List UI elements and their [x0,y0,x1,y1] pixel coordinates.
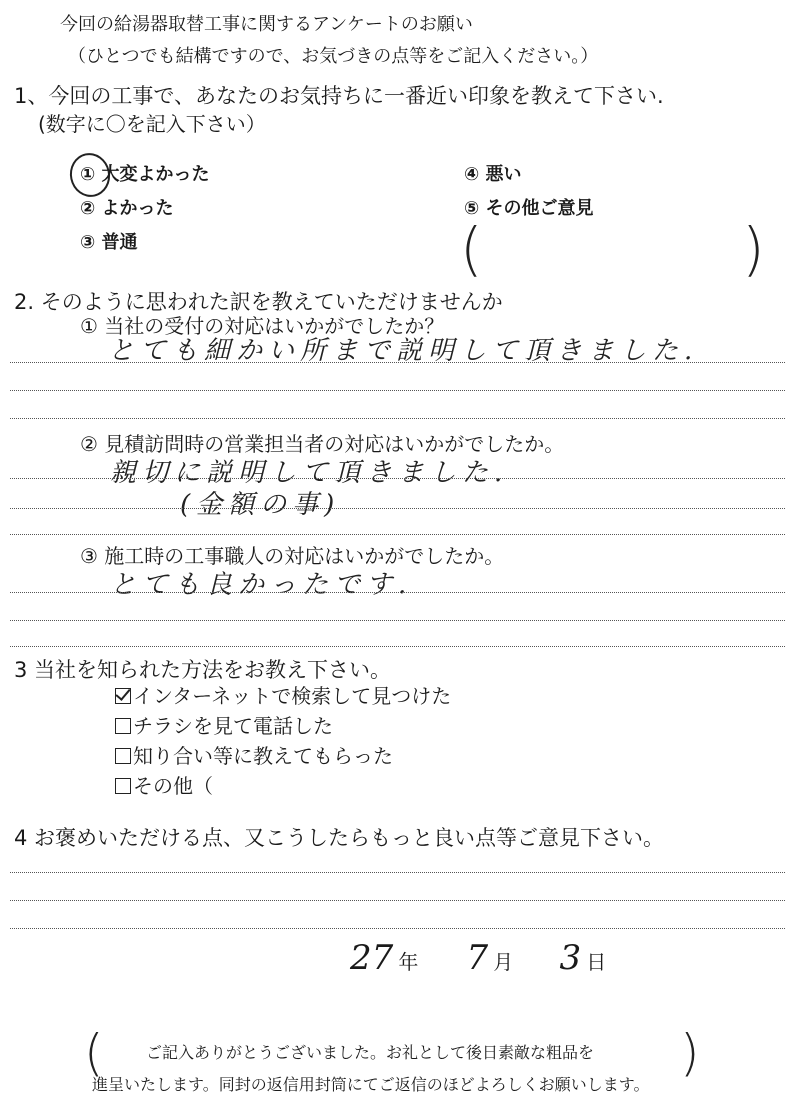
option-number: ② [80,198,96,219]
answer-line [10,900,785,901]
answer-line [10,478,785,479]
q2-sub3-answer[interactable]: とても良かったです. [110,570,413,600]
option-label: 悪い [485,164,522,185]
footer-bracket-right: ) [680,1024,700,1082]
answer-line [10,872,785,873]
checkbox-checked[interactable] [115,688,131,704]
date-day-value[interactable]: 3 [559,938,582,978]
form-subtitle: （ひとつでも結構ですので、お気づきの点等をご記入ください。） [68,46,599,67]
q1-option-3[interactable] [80,228,138,254]
q1-option-5[interactable] [464,194,594,220]
footer-thanks: ご記入ありがとうございました。お礼として後日素敵な粗品を [146,1043,595,1062]
response-date [350,938,606,978]
answer-line [10,620,785,621]
answer-line [10,418,785,419]
q1-question: 1、今回の工事で、あなたのお気持ちに一番近い印象を教えて下さい. [14,84,664,108]
answer-line [10,646,785,647]
option-label: よかった [101,198,174,219]
option-label: 知り合い等に教えてもらった [133,744,393,768]
option-number: ① [80,164,96,185]
date-year-unit: 年 [398,950,419,974]
q1-option-1[interactable] [80,160,210,186]
q1-option-2[interactable] [80,194,174,220]
q3-option-internet[interactable] [115,680,451,709]
date-month-unit: 月 [493,950,514,974]
answer-line [10,592,785,593]
answer-line [10,928,785,929]
option-label: その他ご意見 [485,198,594,219]
opinion-paren-close: ) [742,215,765,283]
q2-sub3-label: ③ 施工時の工事職人の対応はいかがでしたか。 [80,544,505,568]
q3-question: 3 当社を知られた方法をお教え下さい。 [14,658,392,682]
option-label: その他（ [133,774,213,798]
date-year-value[interactable]: 27 [350,938,394,978]
checkbox[interactable] [115,778,131,794]
q2-sub2-answer-note[interactable]: (金額の事) [180,490,341,520]
q2-sub2-label: ② 見積訪問時の営業担当者の対応はいかがでしたか。 [80,432,565,456]
answer-line [10,390,785,391]
option-label: チラシを見て電話した [133,714,333,738]
option-number: ④ [464,164,480,185]
date-day-unit: 日 [586,950,607,974]
checkbox[interactable] [115,718,131,734]
q3-option-other[interactable] [115,770,213,799]
footer-return-note: 進呈いたします。同封の返信用封筒にてご返信のほどよろしくお願いします。 [92,1075,650,1094]
footer-bracket-left: ( [84,1024,104,1082]
q2-question: 2. そのように思われた訳を教えていただけませんか [14,290,503,314]
opinion-paren-open: ( [460,215,483,283]
option-label: 大変よかった [101,164,210,185]
q2-sub2-answer[interactable]: 親切に説明して頂きました. [110,458,509,488]
q3-option-flyer[interactable] [115,710,333,739]
option-number: ③ [80,232,96,253]
answer-line [10,362,785,363]
q3-option-acquaintance[interactable] [115,740,393,769]
q2-sub1-answer[interactable]: とても細かい所まで説明して頂きました. [108,336,699,366]
date-month-value[interactable]: 7 [466,938,489,978]
option-number: ⑤ [464,198,480,219]
q1-option-4[interactable] [464,160,522,186]
option-label: インターネットで検索して見つけた [133,684,452,708]
q4-question: 4 お褒めいただける点、又こうしたらもっと良い点等ご意見下さい。 [14,826,665,850]
option-label: 普通 [101,232,138,253]
answer-line [10,508,785,509]
q1-instruction: (数字に〇を記入下さい） [38,112,266,136]
answer-line [10,534,785,535]
q2-sub1-label: ① 当社の受付の対応はいかがでしたか？ [80,314,445,338]
checkbox[interactable] [115,748,131,764]
form-title: 今回の給湯器取替工事に関するアンケートのお願い [60,14,473,35]
